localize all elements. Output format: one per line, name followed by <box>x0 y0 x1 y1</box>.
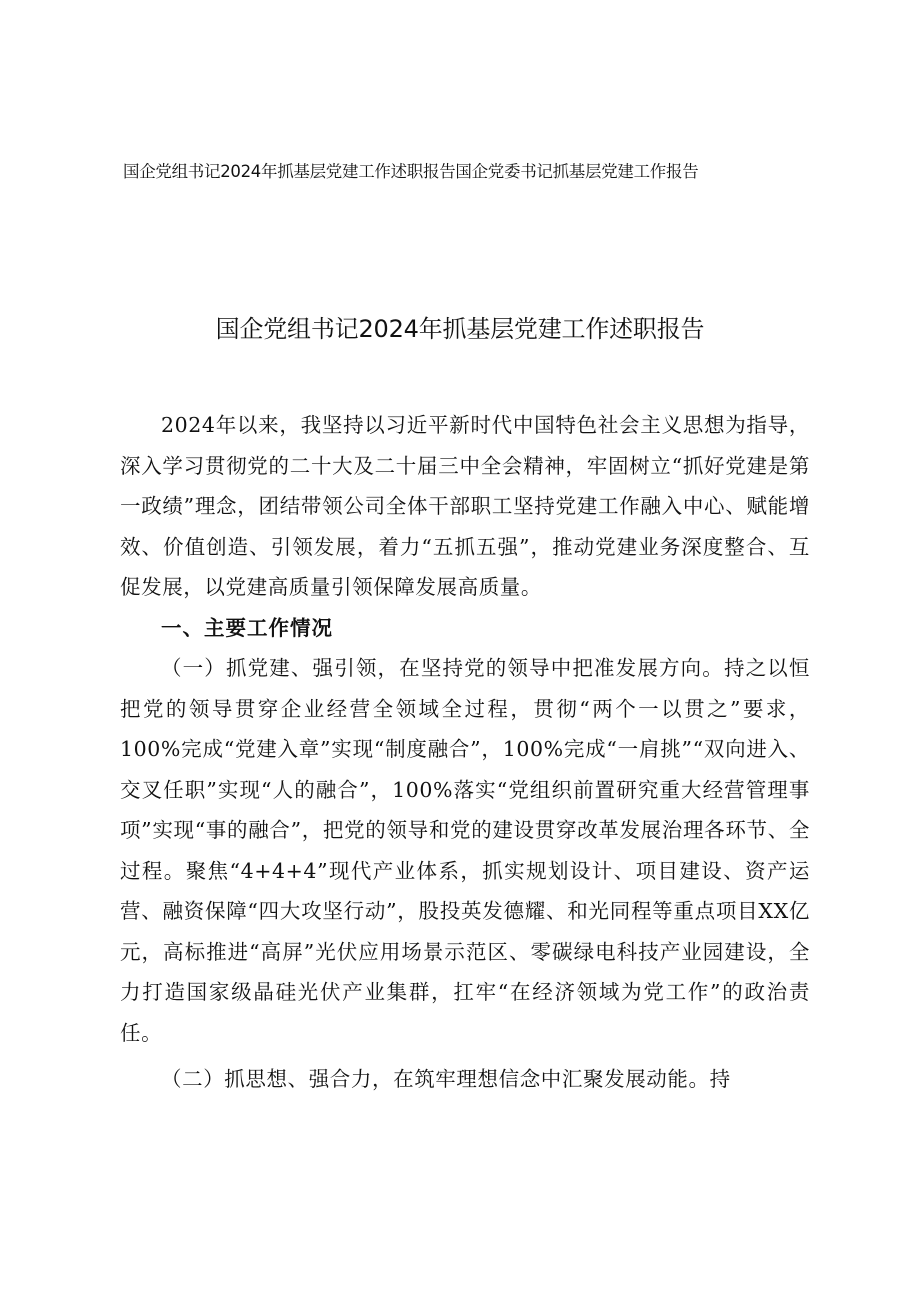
item-paragraph-2: （二）抓思想、强合力，在筑牢理想信念中汇聚发展动能。持 <box>161 1067 731 1091</box>
document-caption: 国企党组书记2024年抓基层党建工作述职报告国企党委书记抓基层党建工作报告 <box>123 162 699 181</box>
intro-paragraph: 2024年以来，我坚持以习近平新时代中国特色社会主义思想为指导，深入学习贯彻党的二十大及二十届三中全会精神，牢固树立“抓好党建是第一政绩”理念，团结带领公司全体干部职工坚持党建工作融入中心、赋能增效、价值创造、引领发展，着力“五抓五强”，推动党建业务深度整合、互促发展，以党建高质量引领保障发展高质量。 <box>120 413 810 599</box>
document-title: 国企党组书记2024年抓基层党建工作述职报告 <box>215 315 705 343</box>
section-heading: 一、主要工作情况 <box>161 615 333 640</box>
item-paragraph-1: （一）抓党建、强引领，在坚持党的领导中把准发展方向。持之以恒把党的领导贯穿企业经营全领域全过程，贯彻“两个一以贯之”要求，100%完成“党建入章”实现“制度融合”，100%完成“一肩挑”“双向进入、交叉任职”实现“人的融合”，100%落实“党组织前置研究重大经营管理事项”实现“事的融合”，把党的领导和党的建设贯穿改革发展治理各环节、全过程。聚焦“4+4+4”现代产业体系，抓实规划设计、项目建设、资产运营、融资保障“四大攻坚行动”，股投英发德耀、和光同程等重点项目XX亿元，高标推进“高屏”光伏应用场景示范区、零碳绿电科技产业园建设，全力打造国家级晶硅光伏产业集群，扛牢“在经济领域为党工作”的政治责任。 <box>120 656 810 1045</box>
document-body <box>120 405 810 1100</box>
